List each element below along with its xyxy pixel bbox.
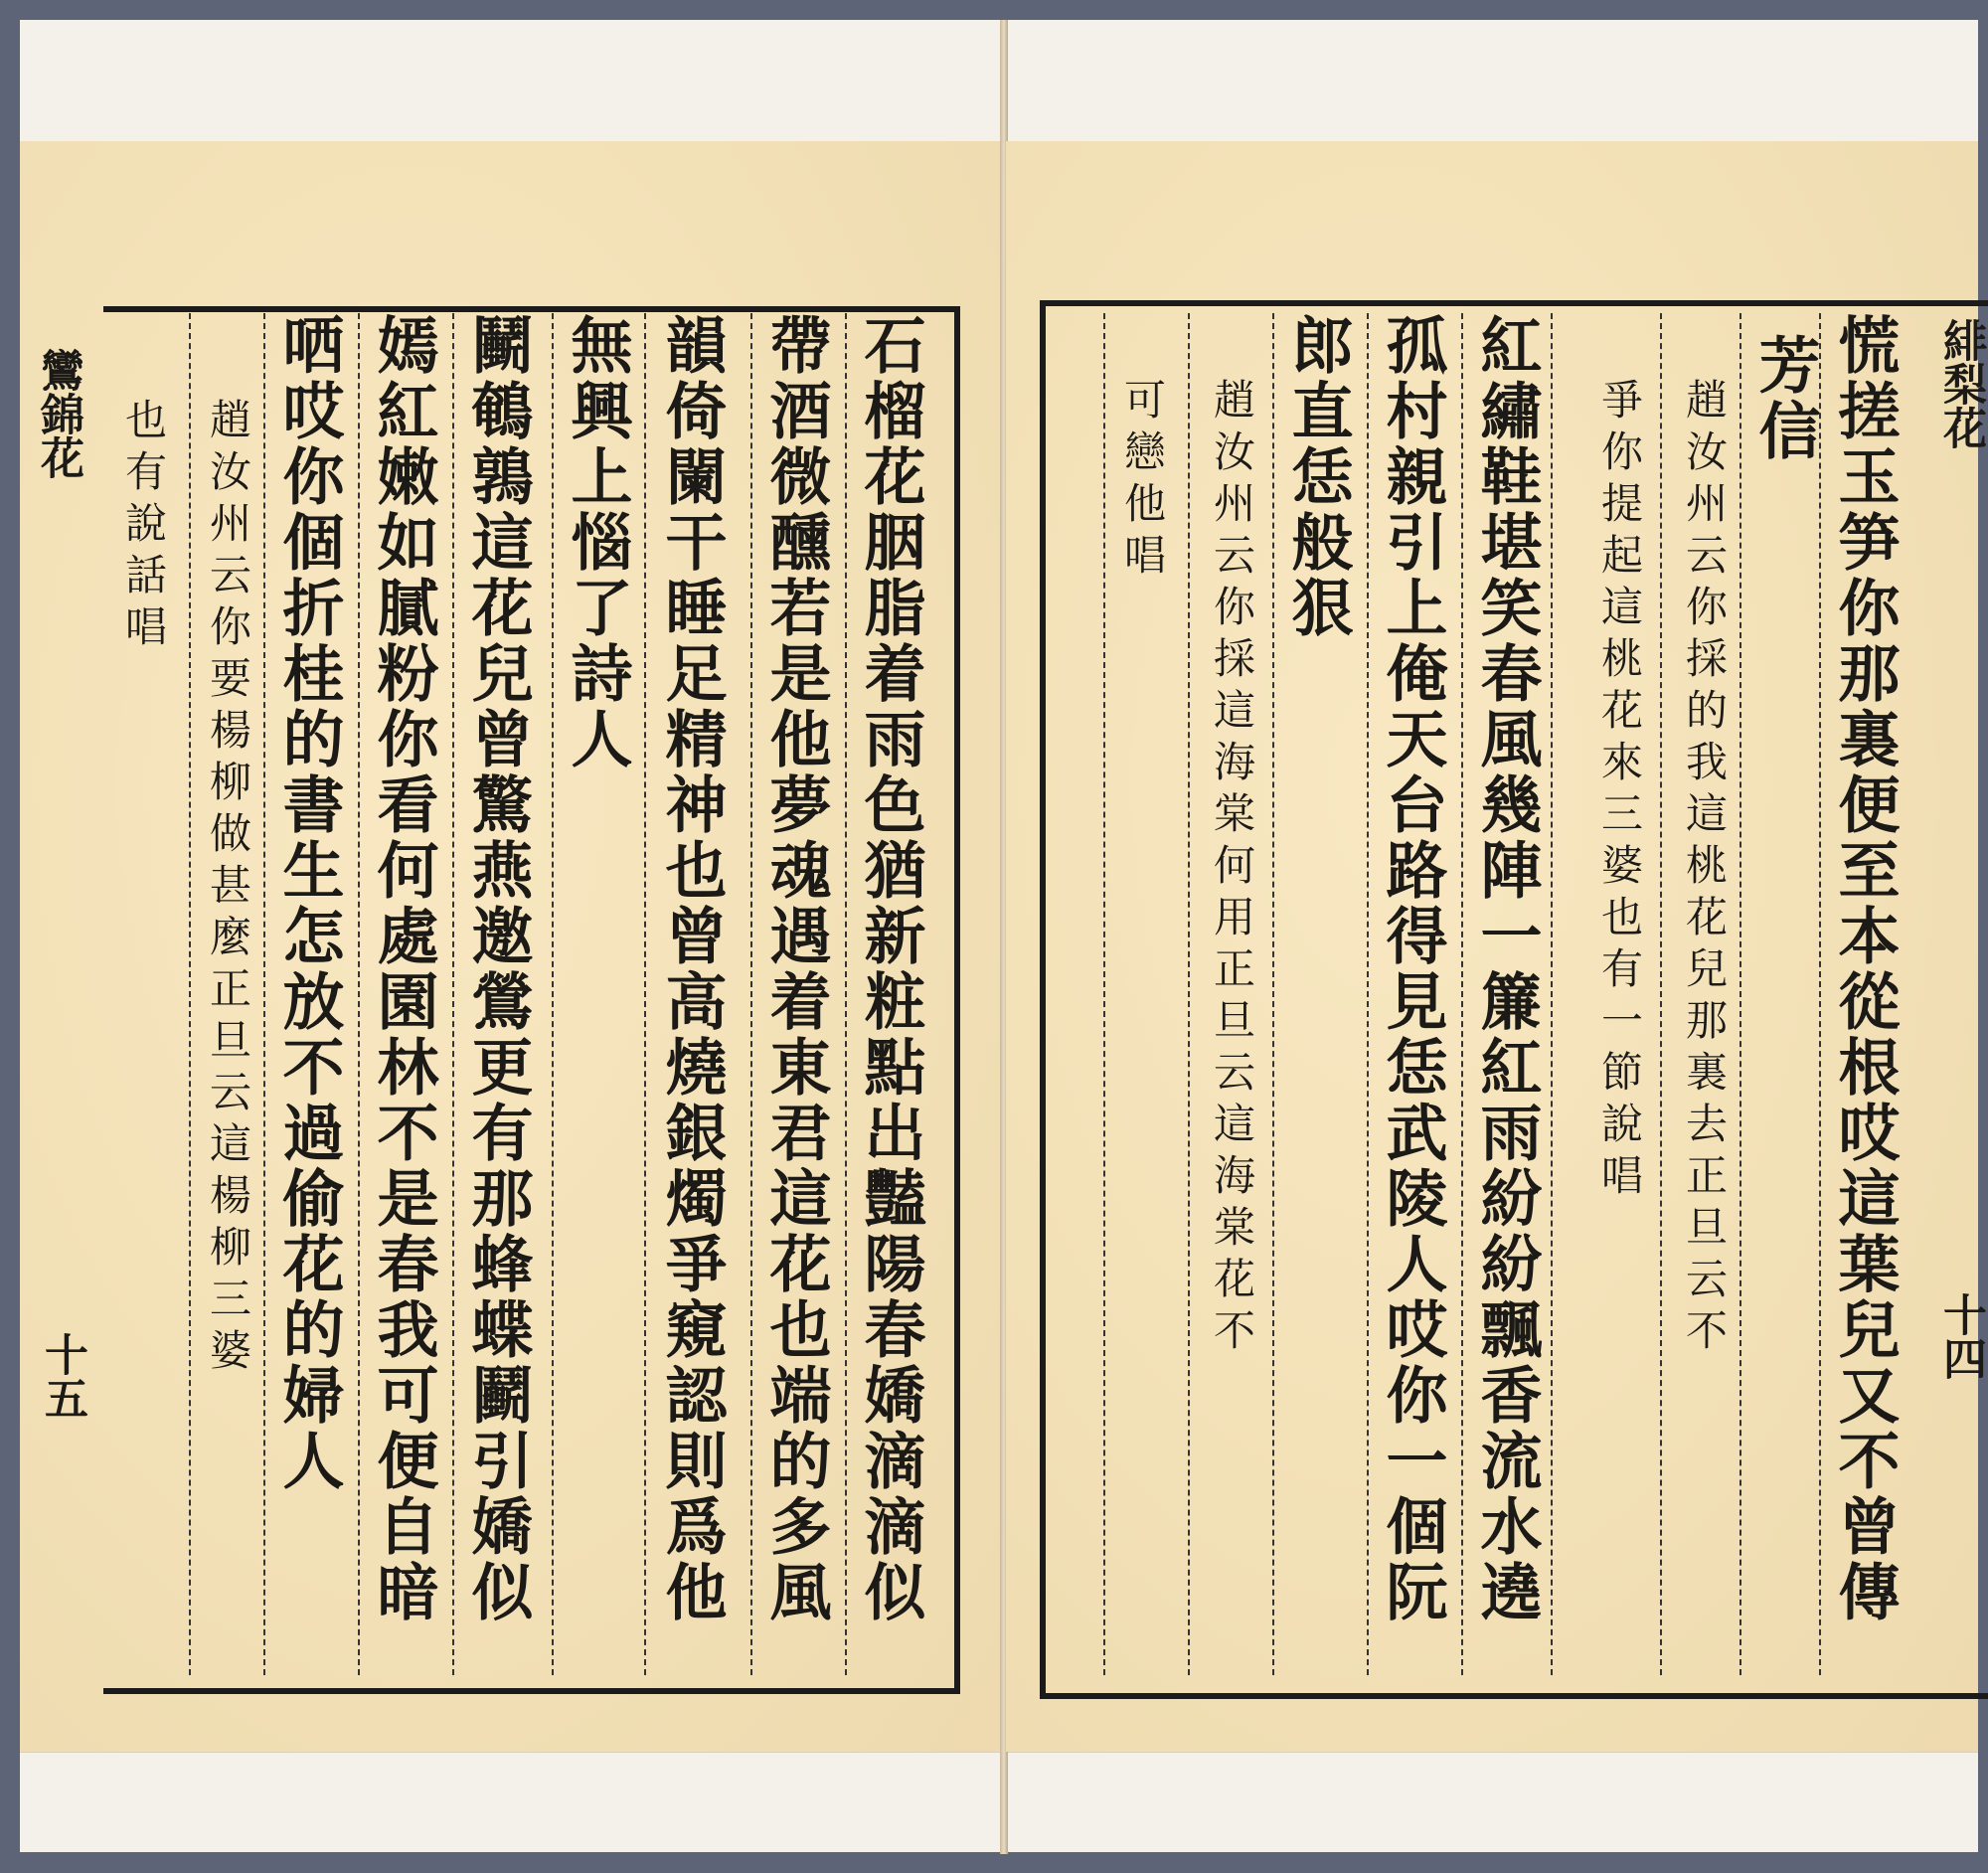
left-col-2: 帶酒微醺若是他夢魂遇着東君這花也端的多風 xyxy=(759,313,832,1625)
column-rule xyxy=(1660,313,1662,1675)
right-col-5: 郎直恁般狠 xyxy=(1281,313,1354,641)
right-col-4: 孤村親引上俺天台路得見恁武陵人哎你一個阮 xyxy=(1376,313,1448,1625)
column-rule xyxy=(263,313,265,1675)
left-col-4: 無興上惱了詩人 xyxy=(561,313,633,772)
left-small-col-1: 趙汝州云你要楊柳做甚麼正旦云這楊柳三婆 xyxy=(204,398,252,1380)
right-small-col-1: 趙汝州云你採的我這桃花兒那裏去正旦云不 xyxy=(1680,378,1729,1360)
column-rule xyxy=(1551,313,1553,1675)
right-small-col-3: 趙汝州云你採這海棠何用正旦云這海棠花不 xyxy=(1208,378,1256,1360)
column-rule xyxy=(750,313,752,1675)
top-page-edge xyxy=(20,20,1978,142)
left-small-col-2: 也有說話唱 xyxy=(119,398,168,656)
right-small-col-4: 可戀他唱 xyxy=(1118,378,1167,585)
column-rule xyxy=(1103,313,1105,1675)
right-folio-number: 十四 xyxy=(1935,1292,1986,1380)
left-col-7: 哂哎你個折桂的書生怎放不過偷花的婦人 xyxy=(272,313,345,1494)
column-rule xyxy=(1188,313,1190,1675)
left-col-1: 石榴花胭脂着雨色猶新粧點出豔陽春嬌滴滴似 xyxy=(854,313,926,1625)
column-rule xyxy=(1461,313,1463,1675)
bottom-page-edge xyxy=(20,1752,1978,1852)
right-col-1: 慌搓玉笋你那裏便至本從根哎這葉兒又不曾傳 xyxy=(1828,313,1901,1625)
column-rule xyxy=(1367,313,1369,1675)
right-margin-title: 緋梨花 xyxy=(1935,318,1986,449)
column-rule xyxy=(644,313,646,1675)
column-rule xyxy=(358,313,360,1675)
left-margin-title: 鸞錦花 xyxy=(33,348,83,479)
column-rule xyxy=(1740,313,1741,1675)
column-rule xyxy=(845,313,847,1675)
right-col-2: 芳信 xyxy=(1748,333,1821,464)
column-rule xyxy=(1272,313,1274,1675)
column-rule xyxy=(1819,313,1821,1675)
left-folio-number: 十五 xyxy=(37,1332,87,1420)
column-rule xyxy=(452,313,454,1675)
left-col-6: 嫣紅嫩如膩粉你看何處園林不是春我可便自暗 xyxy=(367,313,439,1625)
left-col-5: 鬭鵪鶉這花兒曾驚燕邀鶯更有那蜂蝶鬬引嬌似 xyxy=(461,313,534,1625)
left-col-3: 韻倚闌干睡足精神也曾高燒銀燭爭窺認則爲他 xyxy=(655,313,728,1625)
column-rule xyxy=(189,313,191,1675)
right-small-col-2: 爭你提起這桃花來三婆也有一節說唱 xyxy=(1595,378,1644,1205)
right-col-3: 紅繡鞋堪笑春風幾陣一簾紅雨紛紛飄香流水遶 xyxy=(1470,313,1543,1625)
column-rule xyxy=(552,313,554,1675)
